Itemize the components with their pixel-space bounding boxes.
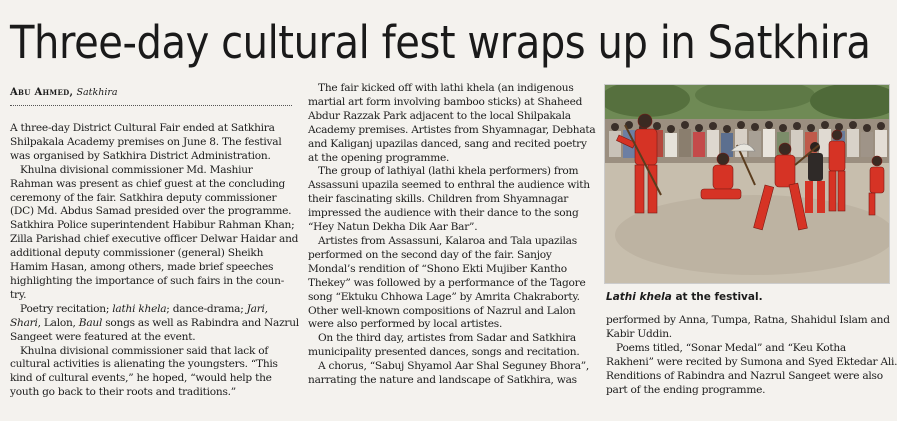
text-line: Assassuni upazila seemed to enthral the audience with <box>308 179 590 192</box>
text-run-italic: Jari, <box>246 302 268 315</box>
text-run: ; dance-drama; <box>166 302 247 315</box>
text-line: On the third day, artistes from Sadar and Satkhira <box>318 332 576 345</box>
byline-author: Abu Ahmed, <box>10 87 74 98</box>
text-line: municipality presented dances, songs and recitation. <box>308 346 580 359</box>
text-line: Khulna divisional commissioner said that lack of <box>20 344 269 357</box>
text-line: A three-day District Cultural Fair ended at Satkhira <box>10 122 275 134</box>
text-line: their fascinating skills. Children from Shyamnagar <box>308 193 569 206</box>
text-line: The fair kicked off with lathi khela (an indigenous <box>318 82 574 94</box>
text-line: performed by Anna, Tumpa, Ratna, Shahidul Islam and <box>606 314 890 326</box>
text-run-italic: Shari <box>10 316 38 329</box>
festival-photo <box>604 84 890 284</box>
text-line: part of the ending programme. <box>606 383 766 396</box>
text-line: Renditions of Rabindra and Nazrul Sangeet were also <box>606 369 883 382</box>
text-line: Academy premises. Artistes from Shyamnagar, Debhata <box>308 123 596 136</box>
text-line: cultural activities is alienating the youngsters. “This <box>10 358 278 371</box>
caption-rest: at the festival. <box>671 291 763 303</box>
text-line: narrating the nature and landscape of Satkhira, was <box>308 374 577 387</box>
text-line: were also performed by local artistes. <box>308 318 503 331</box>
text-line: ceremony of the fair. Satkhira deputy commissioner <box>10 191 277 204</box>
text-line: and Kaliganj upazilas danced, sang and recited poetry <box>308 137 587 150</box>
text-line: Artistes from Assassuni, Kalaroa and Tala upazilas <box>318 234 577 247</box>
text-line: martial art form involving bamboo sticks) at Shaheed <box>308 95 583 108</box>
text-line: Khulna divisional commissioner Md. Mashiur <box>20 163 253 176</box>
text-line: Zilla Parishad chief executive officer Delwar Haidar and <box>10 233 299 246</box>
text-line: Satkhira Police superintendent Habibur Rahman Khan; <box>10 219 295 232</box>
text-run: , Lalon, <box>37 316 79 329</box>
text-line: The group of lathiyal (lathi khela performers) from <box>318 165 579 178</box>
photo-caption <box>606 291 891 303</box>
text-line: youth go back to their roots and traditions.” <box>10 386 236 399</box>
text-run-italic: Baul <box>78 316 103 329</box>
byline-location: Satkhira <box>76 87 118 98</box>
text-line: try. <box>10 288 27 301</box>
lathi-khela-photo-illustration <box>605 85 889 283</box>
text-line: Shilpakala Academy premises on June 8. The festival <box>10 135 282 148</box>
text-line: Kabir Uddin. <box>606 327 672 340</box>
article-column-3 <box>606 314 897 397</box>
caption-italic: Lathi khela <box>606 291 672 303</box>
text-line: Hamim Hasan, among others, made brief speeches <box>10 261 274 274</box>
text-line: Mondal’s rendition of “Shono Ekti Mujiber Kantho <box>308 262 567 275</box>
text-line: Rakheni” were recited by Sumona and Syed Ektedar Ali. <box>606 355 897 368</box>
text-line: impressed the audience with their dance to the song <box>308 207 579 220</box>
text-line: song “Ektuku Chhowa Lage” by Amrita Chakraborty. <box>308 290 580 303</box>
text-run-italic: lathi khela <box>112 302 167 315</box>
byline <box>10 86 302 100</box>
headline: Three-day cultural fest wraps up in Satkhira <box>10 16 871 69</box>
text-line <box>10 303 302 317</box>
text-line: performed on the second day of the fair. Sanjoy <box>308 248 552 261</box>
article-column-1 <box>10 122 302 400</box>
text-line: was organised by Satkhira District Administration. <box>10 149 271 162</box>
text-line: additional deputy commissioner (general) Sheikh <box>10 247 264 260</box>
text-line: Other well-known compositions of Nazrul and Lalon <box>308 304 576 317</box>
text-line: at the opening programme. <box>308 151 450 164</box>
text-line: (DC) Md. Abdus Samad presided over the programme. <box>10 205 292 218</box>
text-line: Rahman was present as chief guest at the concluding <box>10 177 286 190</box>
text-line: kind of cultural events,” he hoped, “would help the <box>10 372 272 385</box>
text-run: songs as well as Rabindra and Nazrul <box>102 316 299 329</box>
text-line: “Hey Natun Dekha Dik Aar Bar”. <box>308 221 478 234</box>
byline-divider <box>10 105 292 106</box>
text-line: highlighting the importance of such fairs in the coun- <box>10 274 285 287</box>
article-column-2 <box>308 82 600 388</box>
text-run: Poetry recitation; <box>20 302 113 315</box>
text-line: A chorus, “Sabuj Shyamol Aar Shal Seguney Bhora”, <box>318 360 590 373</box>
text-line: Abdur Razzak Park adjacent to the local Shilpakala <box>308 109 571 122</box>
text-line: Thekey” was followed by a performance of the Tagore <box>308 276 586 289</box>
text-line <box>10 317 302 331</box>
text-line: Sangeet were featured at the event. <box>10 330 196 343</box>
text-line: Poems titled, “Sonar Medal” and “Keu Kotha <box>616 341 846 354</box>
